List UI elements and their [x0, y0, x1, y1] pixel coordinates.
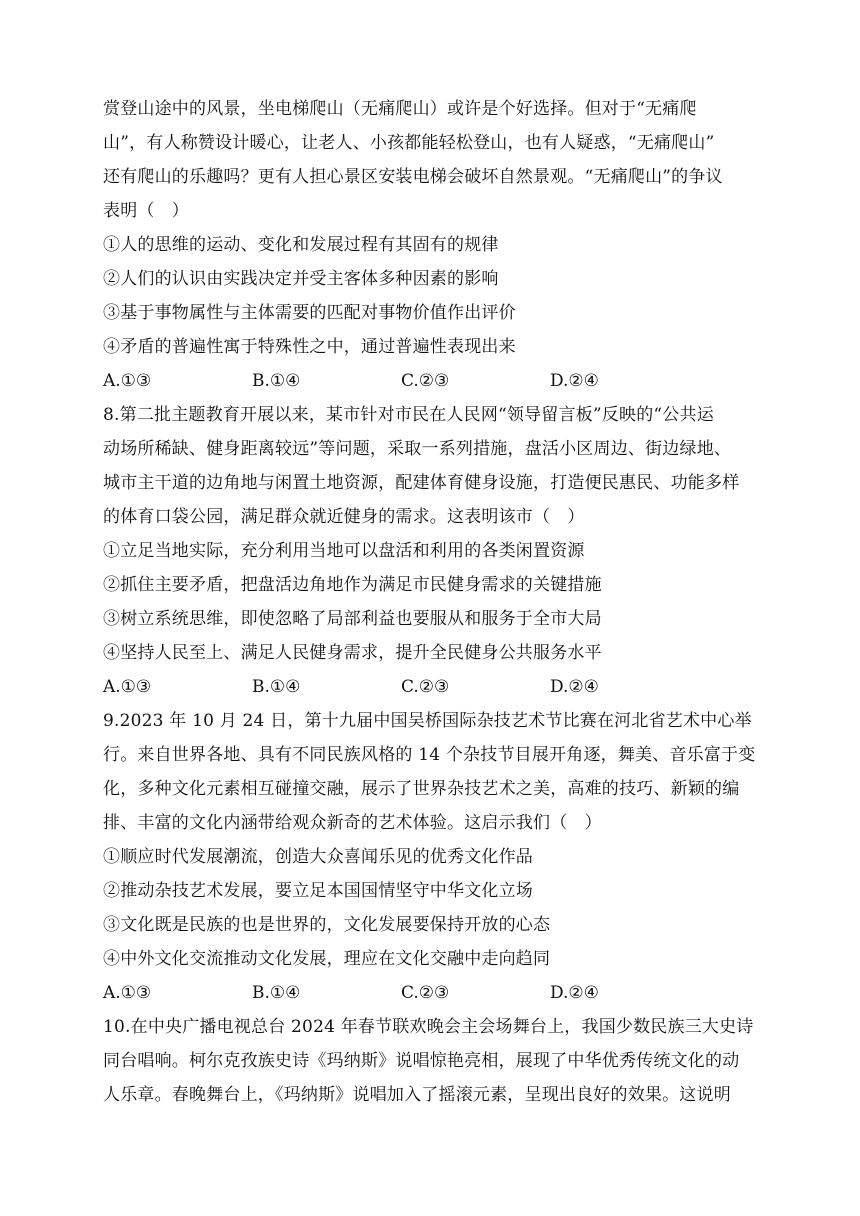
question-8-options — [103, 670, 763, 704]
question-9-stem-line-1: 9.2023 年 10 月 24 日，第十九届中国吴桥国际杂技艺术节比赛在河北省艺术中心举 — [103, 711, 752, 731]
question-8-stem-line-4: 的体育口袋公园，满足群众就近健身的需求。这表明该市（ ） — [103, 507, 585, 527]
question-8-stem-line-3: 城市主干道的边角地与闲置土地资源，配建体育健身设施，打造便民惠民、功能多样 — [103, 473, 740, 493]
question-10-stem-line-2: 同台唱响。柯尔克孜族史诗《玛纳斯》说唱惊艳亮相，展现了中华优秀传统文化的动 — [103, 1051, 740, 1071]
question-7-stem-line-2: 山”，有人称赞设计暖心，让老人、小孩都能轻松登山，也有人疑惑，“无痛爬山” — [103, 133, 715, 153]
question-8-item-3: ③树立系统思维，即使忽略了局部利益也要服从和服务于全市大局 — [103, 609, 602, 629]
question-7 — [103, 92, 763, 398]
question-8-item-1: ①立足当地实际，充分利用当地可以盘活和利用的各类闲置资源 — [103, 541, 585, 561]
question-9-option-b: B.①④ — [252, 983, 301, 1003]
question-8-option-d: D.②④ — [550, 677, 599, 697]
question-9-stem-line-4: 排、丰富的文化内涵带给观众新奇的艺术体验。这启示我们（ ） — [103, 813, 602, 833]
question-10-stem-line-1: 10.在中央广播电视总台 2024 年春节联欢晚会主会场舞台上，我国少数民族三大史诗 — [103, 1017, 754, 1037]
question-9-stem-line-3: 化，多种文化元素相互碰撞交融，展示了世界杂技艺术之美，高难的技巧、新颖的编 — [103, 779, 740, 799]
question-9-options — [103, 976, 763, 1010]
question-8-stem-line-1: 8.第二批主题教育开展以来，某市针对市民在人民网“领导留言板”反映的“公共运 — [103, 405, 714, 425]
question-9-option-c: C.②③ — [401, 983, 450, 1003]
question-10 — [103, 1010, 763, 1112]
question-9 — [103, 704, 763, 1010]
question-8-option-b: B.①④ — [252, 677, 301, 697]
question-7-stem-line-3: 还有爬山的乐趣吗？更有人担心景区安装电梯会破坏自然景观。“无痛爬山”的争议 — [103, 167, 723, 187]
question-10-stem-line-3: 人乐章。春晚舞台上，《玛纳斯》说唱加入了摇滚元素，呈现出良好的效果。这说明 — [103, 1085, 731, 1105]
question-7-option-c: C.②③ — [401, 371, 450, 391]
question-7-option-a: A.①③ — [103, 371, 152, 391]
question-7-options — [103, 364, 763, 398]
question-9-item-3: ③文化既是民族的也是世界的，文化发展要保持开放的心态 — [103, 915, 551, 935]
question-8-stem-line-2: 动场所稀缺、健身距离较远”等问题，采取一系列措施，盘活小区周边、街边绿地、 — [103, 439, 732, 459]
question-7-stem-line-1: 赏登山途中的风景，坐电梯爬山（无痛爬山）或许是个好选择。但对于“无痛爬 — [103, 99, 697, 119]
question-8-item-4: ④坚持人民至上、满足人民健身需求，提升全民健身公共服务水平 — [103, 643, 602, 663]
question-9-stem-line-2: 行。来自世界各地、具有不同民族风格的 14 个杂技节目展开角逐，舞美、音乐富于变 — [103, 745, 756, 765]
question-9-item-4: ④中外文化交流推动文化发展，理应在文化交融中走向趋同 — [103, 949, 551, 969]
question-7-stem-line-4: 表明（ ） — [103, 201, 189, 221]
question-7-item-3: ③基于事物属性与主体需要的匹配对事物价值作出评价 — [103, 303, 516, 323]
question-9-item-1: ①顺应时代发展潮流，创造大众喜闻乐见的优秀文化作品 — [103, 847, 533, 867]
question-7-item-2: ②人们的认识由实践决定并受主客体多种因素的影响 — [103, 269, 499, 289]
question-7-item-4: ④矛盾的普遍性寓于特殊性之中，通过普遍性表现出来 — [103, 337, 516, 357]
question-9-item-2: ②推动杂技艺术发展，要立足本国国情坚守中华文化立场 — [103, 881, 533, 901]
question-9-option-d: D.②④ — [550, 983, 599, 1003]
exam-page — [103, 92, 763, 1112]
question-8 — [103, 398, 763, 704]
question-7-option-b: B.①④ — [252, 371, 301, 391]
question-7-item-1: ①人的思维的运动、变化和发展过程有其固有的规律 — [103, 235, 499, 255]
question-8-option-c: C.②③ — [401, 677, 450, 697]
question-8-option-a: A.①③ — [103, 677, 152, 697]
question-9-option-a: A.①③ — [103, 983, 152, 1003]
question-8-item-2: ②抓住主要矛盾，把盘活边角地作为满足市民健身需求的关键措施 — [103, 575, 602, 595]
question-7-option-d: D.②④ — [550, 371, 599, 391]
